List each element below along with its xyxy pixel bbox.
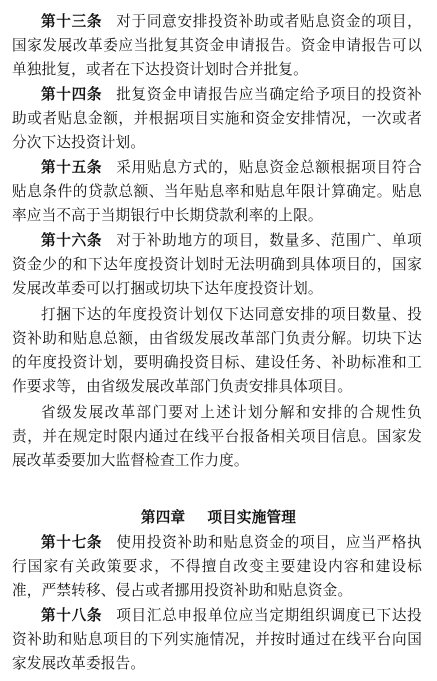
paragraph-bundled-plan — [12, 303, 422, 399]
article-number: 第十七条 — [41, 534, 103, 551]
chapter-title: 项目实施管理 — [207, 509, 297, 526]
chapter-heading — [0, 506, 437, 530]
article-number: 第十八条 — [41, 607, 103, 624]
article-number: 第十五条 — [41, 159, 103, 176]
chapter-number: 第四章 — [140, 509, 186, 526]
paragraph-text: 打捆下达的年度投资计划仅下达同意安排的项目数量、投资补助和贴息总额，由省级发展改革部门负责分解。切块下达的年度投资计划，要明确投资目标、建设任务、补助标准和工作要求等，由省级发展改革部门负责安排具体项目。 — [12, 306, 422, 395]
article-13 — [12, 10, 422, 82]
article-number: 第十四条 — [41, 86, 103, 103]
article-text: 对于补助地方的项目，数量多、范围广、单项资金少的和下达年度投资计划时无法明确到具体项目的，国家发展改革委可以打捆或切块下达年度投资计划。 — [12, 232, 422, 297]
article-17 — [12, 531, 422, 603]
article-15 — [12, 156, 422, 228]
article-text: 使用投资补助和贴息资金的项目，应当严格执行国家有关政策要求，不得擅自改变主要建设内容和建设标准，严禁转移、侵占或者挪用投资补助和贴息资金。 — [12, 534, 422, 599]
article-text: 采用贴息方式的，贴息资金总额根据项目符合贴息条件的贷款总额、当年贴息率和贴息年限计算确定。贴息率应当不高于当期银行中长期贷款利率的上限。 — [12, 159, 422, 224]
article-text: 对于同意安排投资补助或者贴息资金的项目，国家发展改革委应当批复其资金申请报告。资金申请报告可以单独批复，或者在下达投资计划时合并批复。 — [12, 13, 422, 78]
article-text: 批复资金申请报告应当确定给予项目的投资补助或者贴息金额，并根据项目实施和资金安排情况，一次或者分次下达投资计划。 — [12, 86, 422, 151]
article-18 — [12, 604, 422, 676]
article-number: 第十六条 — [41, 232, 103, 249]
article-number: 第十三条 — [41, 13, 103, 30]
paragraph-provincial-responsibility — [12, 401, 422, 473]
article-text: 项目汇总申报单位应当定期组织调度已下达投资补助和贴息项目的下列实施情况，并按时通过在线平台向国家发展改革委报告。 — [12, 607, 422, 672]
article-16 — [12, 229, 422, 301]
paragraph-text: 省级发展改革部门要对上述计划分解和安排的合规性负责，并在规定时限内通过在线平台报备相关项目信息。国家发展改革委要加大监督检查工作力度。 — [12, 404, 422, 469]
article-14 — [12, 83, 422, 155]
